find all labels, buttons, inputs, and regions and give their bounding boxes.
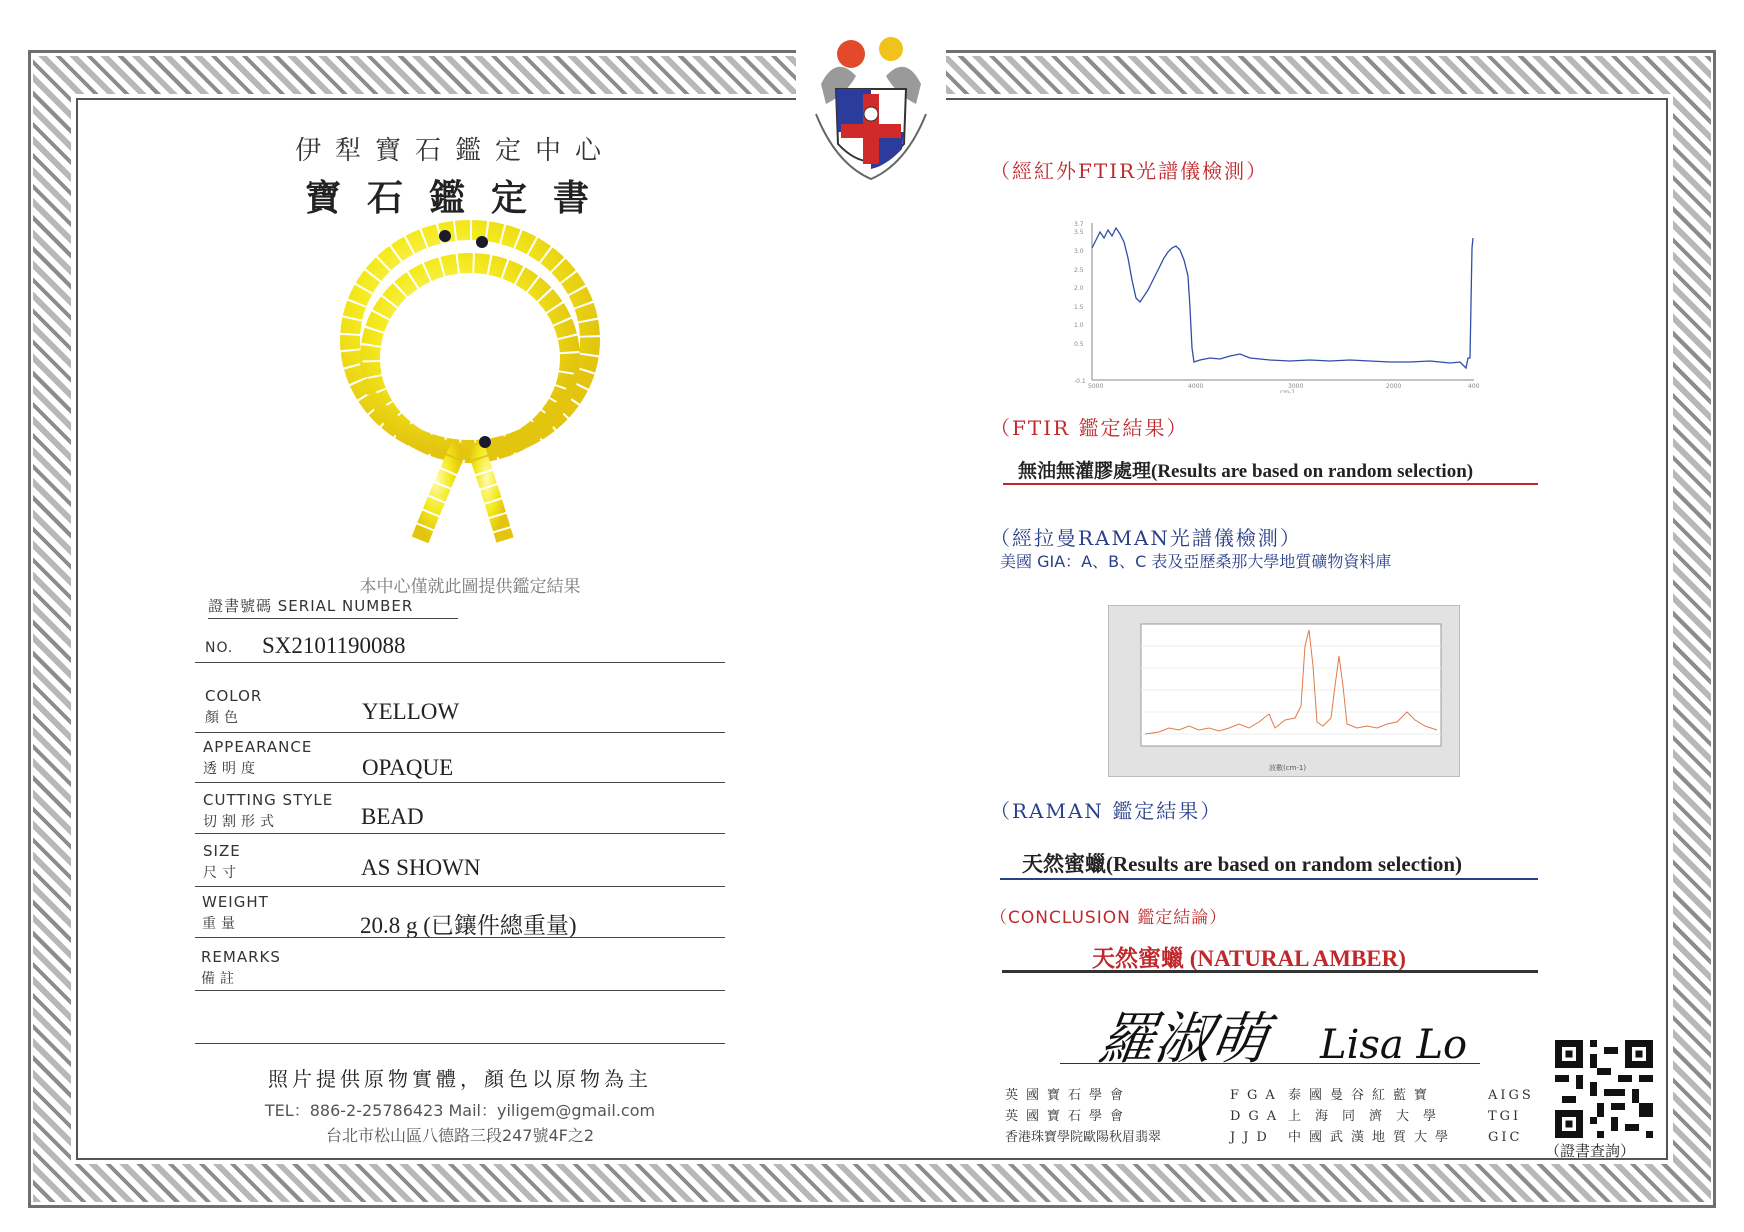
credentials-right-zh bbox=[1288, 1085, 1488, 1148]
size-value: AS SHOWN bbox=[361, 855, 481, 880]
credentials-right-en bbox=[1488, 1085, 1548, 1148]
credential-left-1: 英國寶石學會 bbox=[1005, 1088, 1132, 1103]
weight-label-en: WEIGHT bbox=[202, 893, 269, 911]
weight-divider bbox=[195, 937, 725, 938]
photo-caption: 本中心僅就此圖提供鑑定結果 bbox=[359, 577, 581, 597]
detail-row-remarks bbox=[195, 946, 725, 996]
institute-name: 伊犁寶石鑑定中心 bbox=[294, 136, 615, 166]
qr-caption: （證書查詢） bbox=[1545, 1142, 1636, 1160]
svg-text:-0.1: -0.1 bbox=[1074, 378, 1086, 385]
blank-divider bbox=[195, 1043, 725, 1044]
credential-mid-1: FGA bbox=[1230, 1088, 1283, 1103]
contact-info: TEL：886-2-25786423 Mail：yiligem@gmail.com bbox=[264, 1101, 656, 1120]
svg-text:400: 400 bbox=[1468, 383, 1480, 390]
photo-note: 照片提供原物實體，顏色以原物為主 bbox=[268, 1067, 652, 1091]
raman-heading: （經拉曼RAMAN光譜儀檢測） bbox=[990, 526, 1302, 550]
verification-qr-code[interactable] bbox=[1555, 1040, 1653, 1138]
raman-reference: 美國 GIA：A、B、C 表及亞歷桑那大學地質礦物資料庫 bbox=[1000, 552, 1392, 571]
ftir-result-heading: （FTIR 鑑定結果） bbox=[990, 416, 1189, 440]
weight-value: 20.8 g (已鑲件總重量) bbox=[360, 913, 577, 938]
svg-text:5000: 5000 bbox=[1088, 383, 1104, 390]
svg-text:2000: 2000 bbox=[1386, 383, 1402, 390]
size-label-en: SIZE bbox=[203, 842, 241, 860]
remarks-label-zh: 備註 bbox=[201, 971, 239, 987]
svg-text:3.5: 3.5 bbox=[1074, 229, 1084, 236]
svg-text:4000: 4000 bbox=[1188, 383, 1204, 390]
ftir-heading: （經紅外FTIR光譜儀檢測） bbox=[990, 159, 1269, 183]
svg-text:2.0: 2.0 bbox=[1074, 285, 1084, 292]
credential-right-en-1: AIGS bbox=[1488, 1088, 1534, 1103]
cutting-style-divider bbox=[195, 833, 725, 834]
size-divider bbox=[195, 886, 725, 887]
credentials-mid bbox=[1230, 1085, 1285, 1148]
svg-text:0.5: 0.5 bbox=[1074, 341, 1084, 348]
crest-emblem bbox=[796, 14, 946, 194]
svg-text:1.0: 1.0 bbox=[1074, 322, 1084, 329]
conclusion-underline bbox=[1002, 970, 1538, 973]
serial-no-prefix: NO. bbox=[205, 640, 234, 656]
document-title: 寶石鑑定書 bbox=[304, 177, 615, 219]
svg-text:1.5: 1.5 bbox=[1074, 304, 1084, 311]
credential-mid-3: JJD bbox=[1230, 1130, 1275, 1145]
color-value: YELLOW bbox=[362, 699, 460, 724]
ftir-result-underline bbox=[1003, 483, 1538, 485]
size-label-zh: 尺寸 bbox=[203, 865, 241, 881]
raman-result: 天然蜜蠟(Results are based on random selection) bbox=[1022, 852, 1463, 876]
amber-necklace-photo bbox=[310, 220, 630, 560]
detail-row-color bbox=[195, 685, 725, 735]
remarks-divider bbox=[195, 990, 725, 991]
serial-divider bbox=[195, 662, 725, 663]
credential-right-zh-3: 中國武漢地質大學 bbox=[1288, 1130, 1457, 1145]
appearance-value: OPAQUE bbox=[362, 755, 454, 780]
detail-row-appearance bbox=[195, 736, 725, 786]
address: 台北市松山區八德路三段247號4F之2 bbox=[325, 1126, 595, 1145]
signature-line bbox=[1060, 1063, 1480, 1064]
cutting-style-value: BEAD bbox=[361, 804, 424, 829]
credential-right-zh-2: 上海同濟大學 bbox=[1288, 1109, 1451, 1124]
svg-text:cm-1: cm-1 bbox=[1280, 389, 1296, 393]
credential-left-2: 英國寶石學會 bbox=[1005, 1109, 1132, 1124]
svg-text:2.5: 2.5 bbox=[1074, 267, 1084, 274]
serial-number-value: SX2101190088 bbox=[262, 633, 406, 658]
detail-row-weight bbox=[195, 892, 725, 942]
raman-result-underline bbox=[1000, 878, 1538, 880]
svg-text:3.0: 3.0 bbox=[1074, 248, 1084, 255]
signature-zh: 羅淑萌 bbox=[1094, 1007, 1272, 1072]
weight-label-zh: 重量 bbox=[202, 916, 240, 932]
detail-row-cutting-style bbox=[195, 790, 725, 840]
credential-right-en-2: TGI bbox=[1488, 1109, 1522, 1124]
appearance-divider bbox=[195, 782, 725, 783]
svg-text:3000: 3000 bbox=[1288, 383, 1304, 390]
cutting-style-label-en: CUTTING STYLE bbox=[203, 791, 334, 809]
color-label-zh: 顏色 bbox=[205, 710, 243, 726]
appearance-label-zh: 透明度 bbox=[203, 761, 260, 777]
ftir-result: 無油無灌膠處理(Results are based on random selection) bbox=[1018, 461, 1474, 482]
svg-text:波數(cm-1): 波數(cm-1) bbox=[1269, 764, 1307, 772]
color-divider bbox=[195, 732, 725, 733]
cutting-style-label-zh: 切割形式 bbox=[203, 814, 279, 830]
raman-spectrum bbox=[1108, 605, 1460, 777]
remarks-label-en: REMARKS bbox=[201, 948, 281, 966]
credential-left-3: 香港珠寶學院歐陽秋眉翡翠 bbox=[1005, 1130, 1162, 1145]
detail-row-size bbox=[195, 840, 725, 890]
conclusion-result: 天然蜜蠟 (NATURAL AMBER) bbox=[1092, 946, 1406, 971]
serial-number-label: 證書號碼 SERIAL NUMBER bbox=[208, 595, 458, 619]
credential-mid-2: DGA bbox=[1230, 1109, 1285, 1124]
appearance-label-en: APPEARANCE bbox=[203, 738, 313, 756]
credentials-left bbox=[1005, 1085, 1225, 1148]
color-label-en: COLOR bbox=[205, 687, 263, 705]
credential-right-zh-1: 泰國曼谷紅藍寶 bbox=[1288, 1088, 1436, 1103]
raman-result-heading: （RAMAN 鑑定結果） bbox=[990, 799, 1223, 823]
conclusion-heading: （CONCLUSION 鑑定結論） bbox=[990, 908, 1228, 928]
signature-en: Lisa Lo bbox=[1320, 1022, 1468, 1068]
svg-text:3.7: 3.7 bbox=[1074, 221, 1084, 228]
ftir-spectrum bbox=[1070, 218, 1480, 393]
credential-right-en-3: GIC bbox=[1488, 1130, 1523, 1145]
